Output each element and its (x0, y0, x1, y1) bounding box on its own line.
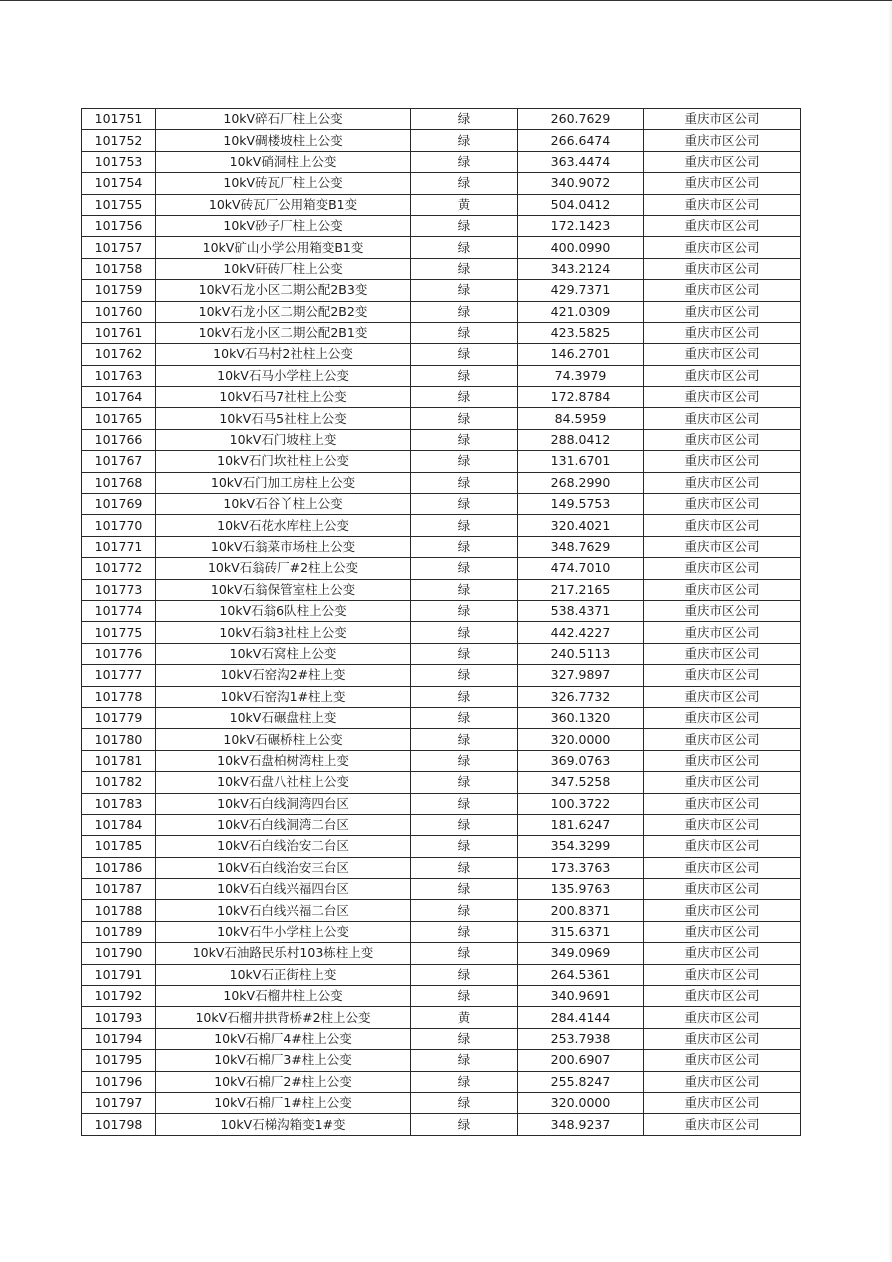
cell-id: 101770 (82, 515, 156, 536)
cell-id: 101766 (82, 429, 156, 450)
cell-value: 264.5361 (518, 964, 644, 985)
table-row (82, 558, 801, 579)
table-row (82, 173, 801, 194)
cell-org: 重庆市区公司 (644, 814, 801, 835)
cell-status: 绿 (411, 1050, 518, 1071)
cell-value: 538.4371 (518, 600, 644, 621)
table-row (82, 1050, 801, 1071)
cell-value: 354.3299 (518, 836, 644, 857)
cell-id: 101786 (82, 857, 156, 878)
cell-name: 10kV石翁6队柱上公变 (156, 600, 411, 621)
cell-org: 重庆市区公司 (644, 1007, 801, 1028)
page-top-rule (0, 0, 892, 1)
cell-value: 268.2990 (518, 472, 644, 493)
cell-id: 101763 (82, 365, 156, 386)
cell-org: 重庆市区公司 (644, 729, 801, 750)
cell-org: 重庆市区公司 (644, 707, 801, 728)
cell-org: 重庆市区公司 (644, 579, 801, 600)
cell-org: 重庆市区公司 (644, 301, 801, 322)
cell-status: 绿 (411, 772, 518, 793)
cell-org: 重庆市区公司 (644, 472, 801, 493)
cell-value: 369.0763 (518, 750, 644, 771)
cell-id: 101790 (82, 943, 156, 964)
table-row (82, 280, 801, 301)
cell-status: 绿 (411, 600, 518, 621)
cell-value: 343.2124 (518, 258, 644, 279)
cell-name: 10kV石翁砖厂#2柱上公变 (156, 558, 411, 579)
cell-id: 101793 (82, 1007, 156, 1028)
cell-name: 10kV石翁3社柱上公变 (156, 622, 411, 643)
cell-value: 266.6474 (518, 130, 644, 151)
table-row (82, 579, 801, 600)
cell-status: 绿 (411, 964, 518, 985)
cell-status: 绿 (411, 130, 518, 151)
cell-status: 绿 (411, 793, 518, 814)
cell-value: 442.4227 (518, 622, 644, 643)
cell-org: 重庆市区公司 (644, 857, 801, 878)
cell-value: 253.7938 (518, 1028, 644, 1049)
cell-value: 288.0412 (518, 429, 644, 450)
cell-org: 重庆市区公司 (644, 1050, 801, 1071)
cell-id: 101775 (82, 622, 156, 643)
cell-id: 101769 (82, 494, 156, 515)
cell-status: 绿 (411, 1114, 518, 1135)
cell-status: 绿 (411, 280, 518, 301)
cell-value: 326.7732 (518, 686, 644, 707)
cell-value: 347.5258 (518, 772, 644, 793)
cell-id: 101751 (82, 109, 156, 130)
table-row (82, 344, 801, 365)
cell-id: 101791 (82, 964, 156, 985)
cell-org: 重庆市区公司 (644, 558, 801, 579)
cell-status: 绿 (411, 622, 518, 643)
table-row (82, 451, 801, 472)
cell-id: 101772 (82, 558, 156, 579)
table-row (82, 1028, 801, 1049)
cell-org: 重庆市区公司 (644, 1114, 801, 1135)
cell-org: 重庆市区公司 (644, 1028, 801, 1049)
cell-name: 10kV石窑沟2#柱上变 (156, 665, 411, 686)
cell-id: 101756 (82, 215, 156, 236)
cell-name: 10kV石梯沟箱变1#变 (156, 1114, 411, 1135)
cell-status: 绿 (411, 301, 518, 322)
table-row (82, 879, 801, 900)
cell-value: 260.7629 (518, 109, 644, 130)
cell-name: 10kV石白线洞湾四台区 (156, 793, 411, 814)
table-row (82, 1114, 801, 1135)
cell-id: 101762 (82, 344, 156, 365)
cell-id: 101767 (82, 451, 156, 472)
cell-name: 10kV石翁菜市场柱上公变 (156, 536, 411, 557)
cell-status: 绿 (411, 665, 518, 686)
cell-value: 173.3763 (518, 857, 644, 878)
cell-name: 10kV石牛小学柱上公变 (156, 921, 411, 942)
cell-name: 10kV石窑沟1#柱上变 (156, 686, 411, 707)
cell-value: 363.4474 (518, 151, 644, 172)
cell-id: 101761 (82, 322, 156, 343)
table-row (82, 109, 801, 130)
cell-name: 10kV硝洞柱上公变 (156, 151, 411, 172)
cell-value: 172.8784 (518, 387, 644, 408)
cell-status: 绿 (411, 750, 518, 771)
cell-org: 重庆市区公司 (644, 879, 801, 900)
cell-value: 423.5825 (518, 322, 644, 343)
table-row (82, 365, 801, 386)
cell-org: 重庆市区公司 (644, 515, 801, 536)
cell-value: 149.5753 (518, 494, 644, 515)
cell-name: 10kV石龙小区二期公配2B1变 (156, 322, 411, 343)
cell-status: 绿 (411, 558, 518, 579)
cell-value: 315.6371 (518, 921, 644, 942)
cell-value: 100.3722 (518, 793, 644, 814)
cell-name: 10kV石榴井柱上公变 (156, 986, 411, 1007)
table-row (82, 130, 801, 151)
table-row (82, 1092, 801, 1113)
cell-org: 重庆市区公司 (644, 943, 801, 964)
cell-status: 绿 (411, 365, 518, 386)
cell-value: 504.0412 (518, 194, 644, 215)
cell-status: 绿 (411, 879, 518, 900)
cell-name: 10kV砖瓦厂柱上公变 (156, 173, 411, 194)
cell-name: 10kV矿山小学公用箱变B1变 (156, 237, 411, 258)
cell-status: 绿 (411, 943, 518, 964)
cell-value: 146.2701 (518, 344, 644, 365)
cell-id: 101796 (82, 1071, 156, 1092)
table-row (82, 1007, 801, 1028)
cell-value: 348.7629 (518, 536, 644, 557)
cell-org: 重庆市区公司 (644, 836, 801, 857)
table-row (82, 836, 801, 857)
cell-org: 重庆市区公司 (644, 900, 801, 921)
cell-id: 101777 (82, 665, 156, 686)
cell-status: 绿 (411, 387, 518, 408)
cell-name: 10kV石门加工房柱上公变 (156, 472, 411, 493)
cell-org: 重庆市区公司 (644, 151, 801, 172)
cell-id: 101785 (82, 836, 156, 857)
cell-id: 101795 (82, 1050, 156, 1071)
cell-org: 重庆市区公司 (644, 665, 801, 686)
cell-value: 400.0990 (518, 237, 644, 258)
table-row (82, 322, 801, 343)
cell-status: 绿 (411, 429, 518, 450)
cell-id: 101771 (82, 536, 156, 557)
cell-name: 10kV石棉厂2#柱上公变 (156, 1071, 411, 1092)
cell-value: 320.4021 (518, 515, 644, 536)
cell-value: 181.6247 (518, 814, 644, 835)
cell-value: 217.2165 (518, 579, 644, 600)
cell-id: 101764 (82, 387, 156, 408)
cell-id: 101759 (82, 280, 156, 301)
table-row (82, 215, 801, 236)
table-row (82, 622, 801, 643)
cell-name: 10kV石棉厂3#柱上公变 (156, 1050, 411, 1071)
table-row (82, 707, 801, 728)
cell-value: 340.9691 (518, 986, 644, 1007)
cell-name: 10kV石榴井拱背桥#2柱上公变 (156, 1007, 411, 1028)
cell-id: 101776 (82, 643, 156, 664)
cell-org: 重庆市区公司 (644, 408, 801, 429)
cell-name: 10kV石盘八社柱上公变 (156, 772, 411, 793)
cell-id: 101782 (82, 772, 156, 793)
cell-name: 10kV石龙小区二期公配2B3变 (156, 280, 411, 301)
table-row (82, 921, 801, 942)
cell-org: 重庆市区公司 (644, 280, 801, 301)
cell-status: 黄 (411, 1007, 518, 1028)
cell-name: 10kV石白线兴福二台区 (156, 900, 411, 921)
table-row (82, 1071, 801, 1092)
table-row (82, 515, 801, 536)
cell-name: 10kV石马5社柱上公变 (156, 408, 411, 429)
cell-status: 绿 (411, 836, 518, 857)
table-row (82, 151, 801, 172)
cell-status: 绿 (411, 322, 518, 343)
cell-org: 重庆市区公司 (644, 750, 801, 771)
cell-value: 200.6907 (518, 1050, 644, 1071)
cell-org: 重庆市区公司 (644, 494, 801, 515)
cell-org: 重庆市区公司 (644, 429, 801, 450)
cell-org: 重庆市区公司 (644, 986, 801, 1007)
cell-id: 101778 (82, 686, 156, 707)
cell-status: 绿 (411, 173, 518, 194)
cell-org: 重庆市区公司 (644, 322, 801, 343)
cell-id: 101753 (82, 151, 156, 172)
table-row (82, 793, 801, 814)
table-row (82, 301, 801, 322)
cell-value: 429.7371 (518, 280, 644, 301)
cell-status: 绿 (411, 1028, 518, 1049)
cell-status: 绿 (411, 237, 518, 258)
cell-value: 348.9237 (518, 1114, 644, 1135)
cell-value: 349.0969 (518, 943, 644, 964)
table-row (82, 472, 801, 493)
cell-id: 101758 (82, 258, 156, 279)
cell-name: 10kV石翁保管室柱上公变 (156, 579, 411, 600)
cell-name: 10kV石门坡柱上变 (156, 429, 411, 450)
table-row (82, 429, 801, 450)
cell-status: 绿 (411, 451, 518, 472)
cell-value: 84.5959 (518, 408, 644, 429)
cell-name: 10kV石马7社柱上公变 (156, 387, 411, 408)
cell-org: 重庆市区公司 (644, 921, 801, 942)
table-row (82, 387, 801, 408)
cell-org: 重庆市区公司 (644, 365, 801, 386)
cell-status: 绿 (411, 344, 518, 365)
cell-status: 绿 (411, 686, 518, 707)
table-row (82, 408, 801, 429)
cell-name: 10kV石棉厂4#柱上公变 (156, 1028, 411, 1049)
cell-org: 重庆市区公司 (644, 237, 801, 258)
table-body (82, 109, 801, 1136)
cell-id: 101754 (82, 173, 156, 194)
cell-value: 340.9072 (518, 173, 644, 194)
cell-status: 绿 (411, 408, 518, 429)
table-row (82, 258, 801, 279)
cell-id: 101788 (82, 900, 156, 921)
cell-id: 101755 (82, 194, 156, 215)
cell-org: 重庆市区公司 (644, 793, 801, 814)
cell-name: 10kV砂子厂柱上公变 (156, 215, 411, 236)
cell-status: 绿 (411, 857, 518, 878)
cell-id: 101797 (82, 1092, 156, 1113)
cell-org: 重庆市区公司 (644, 1071, 801, 1092)
cell-org: 重庆市区公司 (644, 772, 801, 793)
table-row (82, 964, 801, 985)
cell-id: 101794 (82, 1028, 156, 1049)
cell-status: 绿 (411, 643, 518, 664)
cell-org: 重庆市区公司 (644, 109, 801, 130)
cell-id: 101787 (82, 879, 156, 900)
cell-org: 重庆市区公司 (644, 643, 801, 664)
cell-org: 重庆市区公司 (644, 600, 801, 621)
cell-name: 10kV碎石厂柱上公变 (156, 109, 411, 130)
cell-status: 绿 (411, 215, 518, 236)
cell-org: 重庆市区公司 (644, 1092, 801, 1113)
cell-name: 10kV石白线兴福四台区 (156, 879, 411, 900)
table-row (82, 665, 801, 686)
table-row (82, 600, 801, 621)
cell-org: 重庆市区公司 (644, 194, 801, 215)
cell-value: 255.8247 (518, 1071, 644, 1092)
cell-id: 101780 (82, 729, 156, 750)
table-row (82, 750, 801, 771)
table-row (82, 536, 801, 557)
cell-name: 10kV石碾桥柱上公变 (156, 729, 411, 750)
cell-name: 10kV石谷丫柱上公变 (156, 494, 411, 515)
table-row (82, 986, 801, 1007)
cell-name: 10kV石碾盘柱上变 (156, 707, 411, 728)
cell-name: 10kV石龙小区二期公配2B2变 (156, 301, 411, 322)
cell-status: 绿 (411, 814, 518, 835)
cell-name: 10kV石白线洞湾二台区 (156, 814, 411, 835)
cell-org: 重庆市区公司 (644, 258, 801, 279)
cell-org: 重庆市区公司 (644, 387, 801, 408)
cell-id: 101752 (82, 130, 156, 151)
table-row (82, 686, 801, 707)
cell-id: 101789 (82, 921, 156, 942)
cell-id: 101781 (82, 750, 156, 771)
cell-status: 绿 (411, 515, 518, 536)
cell-id: 101765 (82, 408, 156, 429)
cell-status: 绿 (411, 151, 518, 172)
cell-id: 101779 (82, 707, 156, 728)
page-edge-shadow (888, 1, 892, 1262)
cell-name: 10kV石油路民乐村103栋柱上变 (156, 943, 411, 964)
cell-id: 101784 (82, 814, 156, 835)
cell-name: 10kV石正街柱上变 (156, 964, 411, 985)
cell-name: 10kV石白线治安三台区 (156, 857, 411, 878)
cell-status: 绿 (411, 472, 518, 493)
cell-value: 320.0000 (518, 729, 644, 750)
table-row (82, 943, 801, 964)
transformer-table (81, 108, 801, 1136)
cell-org: 重庆市区公司 (644, 964, 801, 985)
cell-status: 绿 (411, 1092, 518, 1113)
cell-org: 重庆市区公司 (644, 536, 801, 557)
cell-name: 10kV石棉厂1#柱上公变 (156, 1092, 411, 1113)
cell-value: 200.8371 (518, 900, 644, 921)
cell-name: 10kV石花水库柱上公变 (156, 515, 411, 536)
cell-name: 10kV砖瓦厂公用箱变B1变 (156, 194, 411, 215)
cell-status: 绿 (411, 536, 518, 557)
table-row (82, 900, 801, 921)
table-row (82, 643, 801, 664)
cell-id: 101774 (82, 600, 156, 621)
cell-status: 绿 (411, 707, 518, 728)
cell-value: 135.9763 (518, 879, 644, 900)
cell-name: 10kV石门坎社柱上公变 (156, 451, 411, 472)
cell-id: 101760 (82, 301, 156, 322)
cell-org: 重庆市区公司 (644, 344, 801, 365)
cell-value: 131.6701 (518, 451, 644, 472)
cell-name: 10kV矸砖厂柱上公变 (156, 258, 411, 279)
cell-status: 绿 (411, 729, 518, 750)
table-row (82, 494, 801, 515)
table-row (82, 857, 801, 878)
cell-status: 绿 (411, 1071, 518, 1092)
cell-id: 101757 (82, 237, 156, 258)
cell-name: 10kV碉楼坡柱上公变 (156, 130, 411, 151)
cell-status: 绿 (411, 258, 518, 279)
cell-id: 101783 (82, 793, 156, 814)
cell-value: 421.0309 (518, 301, 644, 322)
table-row (82, 194, 801, 215)
cell-status: 绿 (411, 109, 518, 130)
cell-id: 101792 (82, 986, 156, 1007)
cell-value: 474.7010 (518, 558, 644, 579)
cell-value: 172.1423 (518, 215, 644, 236)
cell-value: 320.0000 (518, 1092, 644, 1113)
cell-value: 360.1320 (518, 707, 644, 728)
cell-name: 10kV石窝柱上公变 (156, 643, 411, 664)
cell-name: 10kV石马村2社柱上公变 (156, 344, 411, 365)
cell-org: 重庆市区公司 (644, 130, 801, 151)
cell-status: 黄 (411, 194, 518, 215)
cell-org: 重庆市区公司 (644, 622, 801, 643)
table-row (82, 237, 801, 258)
table-row (82, 729, 801, 750)
cell-status: 绿 (411, 494, 518, 515)
cell-status: 绿 (411, 900, 518, 921)
cell-name: 10kV石马小学柱上公变 (156, 365, 411, 386)
cell-id: 101773 (82, 579, 156, 600)
table-row (82, 814, 801, 835)
cell-status: 绿 (411, 921, 518, 942)
cell-org: 重庆市区公司 (644, 451, 801, 472)
cell-value: 327.9897 (518, 665, 644, 686)
cell-value: 240.5113 (518, 643, 644, 664)
cell-name: 10kV石盘柏树湾柱上变 (156, 750, 411, 771)
cell-org: 重庆市区公司 (644, 686, 801, 707)
cell-name: 10kV石白线治安二台区 (156, 836, 411, 857)
cell-status: 绿 (411, 579, 518, 600)
cell-org: 重庆市区公司 (644, 173, 801, 194)
cell-id: 101768 (82, 472, 156, 493)
table-row (82, 772, 801, 793)
cell-value: 74.3979 (518, 365, 644, 386)
cell-value: 284.4144 (518, 1007, 644, 1028)
cell-org: 重庆市区公司 (644, 215, 801, 236)
cell-status: 绿 (411, 986, 518, 1007)
cell-id: 101798 (82, 1114, 156, 1135)
